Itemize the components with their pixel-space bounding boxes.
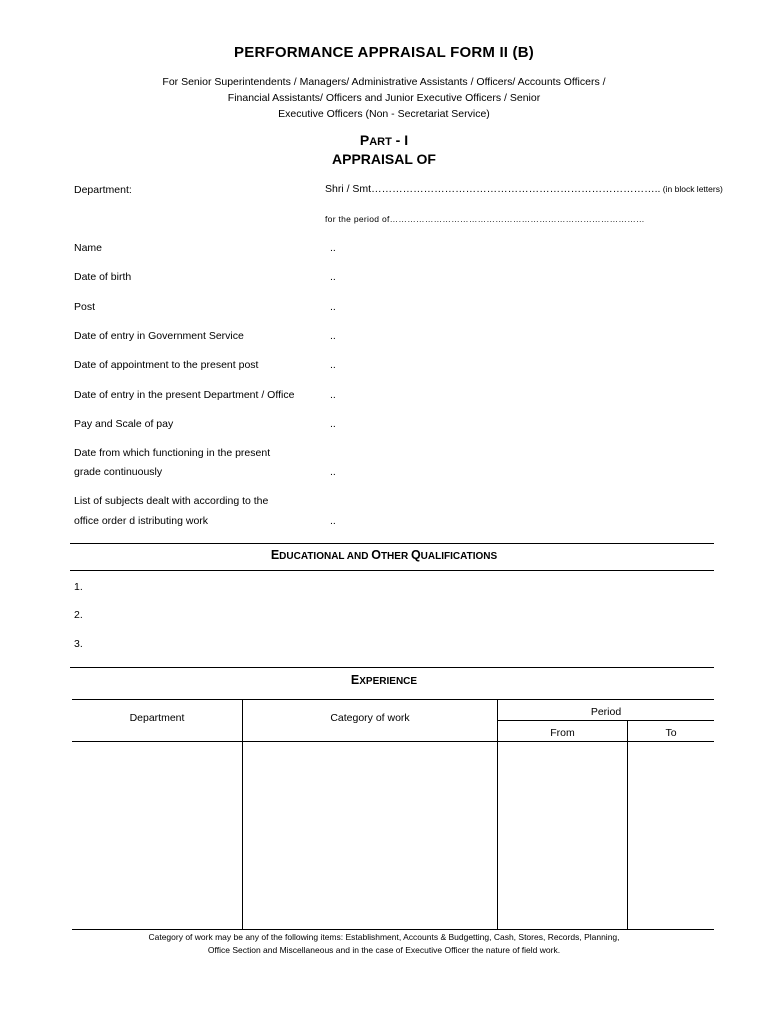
- column-header-from: From: [550, 727, 575, 739]
- education-heading: EDUCATIONAL AND OTHER QUALIFICATIONS: [270, 548, 498, 562]
- experience-to-cell[interactable]: [628, 742, 714, 929]
- qualification-item-2[interactable]: 2.: [74, 609, 83, 621]
- functioning-date-field[interactable]: ..: [330, 466, 336, 478]
- part-heading: PART - I: [359, 132, 409, 148]
- form-subtitle-line-2: Financial Assistants/ Officers and Junior Executive Officers / Senior: [227, 92, 541, 104]
- section-divider: [70, 570, 714, 571]
- appraisal-of-heading: APPRAISAL OF: [332, 151, 436, 167]
- form-subtitle-line-1: For Senior Superintendents / Managers/ Administrative Assistants / Officers/ Accounts Officers /: [162, 76, 606, 88]
- name-field[interactable]: ..: [330, 242, 336, 254]
- section-divider: [70, 543, 714, 544]
- experience-category-cell[interactable]: [243, 742, 497, 929]
- qualification-item-1[interactable]: 1.: [74, 581, 83, 593]
- department-label: Department:: [74, 184, 132, 196]
- pay-scale-field[interactable]: ..: [330, 418, 336, 430]
- qualification-item-3[interactable]: 3.: [74, 638, 83, 650]
- pay-scale-label: Pay and Scale of pay: [74, 418, 174, 430]
- table-top-border: [72, 699, 714, 700]
- appointment-date-field[interactable]: ..: [330, 359, 336, 371]
- column-header-department: Department: [129, 712, 185, 724]
- column-header-category: Category of work: [330, 712, 410, 724]
- govt-service-entry-field[interactable]: ..: [330, 330, 336, 342]
- column-header-to: To: [665, 727, 677, 739]
- form-title: PERFORMANCE APPRAISAL FORM II (B): [234, 44, 534, 61]
- post-field[interactable]: ..: [330, 301, 336, 313]
- shri-smt-field[interactable]: Shri / Smt……………………………………………………………………….. (in block letters): [325, 183, 723, 195]
- functioning-date-label-line-2: grade continuously: [74, 466, 163, 478]
- subjects-list-label-line-2: office order d istributing work: [74, 515, 209, 527]
- department-entry-field[interactable]: ..: [330, 389, 336, 401]
- experience-department-cell[interactable]: [73, 742, 242, 929]
- name-label: Name: [74, 242, 103, 254]
- subjects-list-field[interactable]: ..: [330, 515, 336, 527]
- experience-from-cell[interactable]: [498, 742, 627, 929]
- category-note-line-1: Category of work may be any of the following items: Establishment, Accounts & Budgetting, Cash, Stores, Records, Planning,: [148, 932, 620, 942]
- section-divider: [70, 667, 714, 668]
- period-divider: [498, 720, 714, 721]
- date-of-birth-field[interactable]: ..: [330, 271, 336, 283]
- period-field[interactable]: for the period of……………………………………………………………………………: [325, 214, 645, 224]
- govt-service-entry-label: Date of entry in Government Service: [74, 330, 244, 342]
- functioning-date-label-line-1: Date from which functioning in the present: [74, 447, 271, 459]
- subjects-list-label-line-1: List of subjects dealt with according to the: [74, 495, 269, 507]
- category-note-line-2: Office Section and Miscellaneous and in the case of Executive Officer the nature of field work.: [207, 945, 561, 955]
- form-subtitle-line-3: Executive Officers (Non - Secretariat Service): [278, 108, 490, 120]
- post-label: Post: [74, 301, 96, 313]
- department-entry-label: Date of entry in the present Department / Office: [74, 389, 295, 401]
- date-of-birth-label: Date of birth: [74, 271, 132, 283]
- appointment-date-label: Date of appointment to the present post: [74, 359, 259, 371]
- experience-heading: EXPERIENCE: [350, 673, 418, 687]
- column-header-period: Period: [590, 706, 622, 718]
- table-bottom-border: [72, 929, 714, 930]
